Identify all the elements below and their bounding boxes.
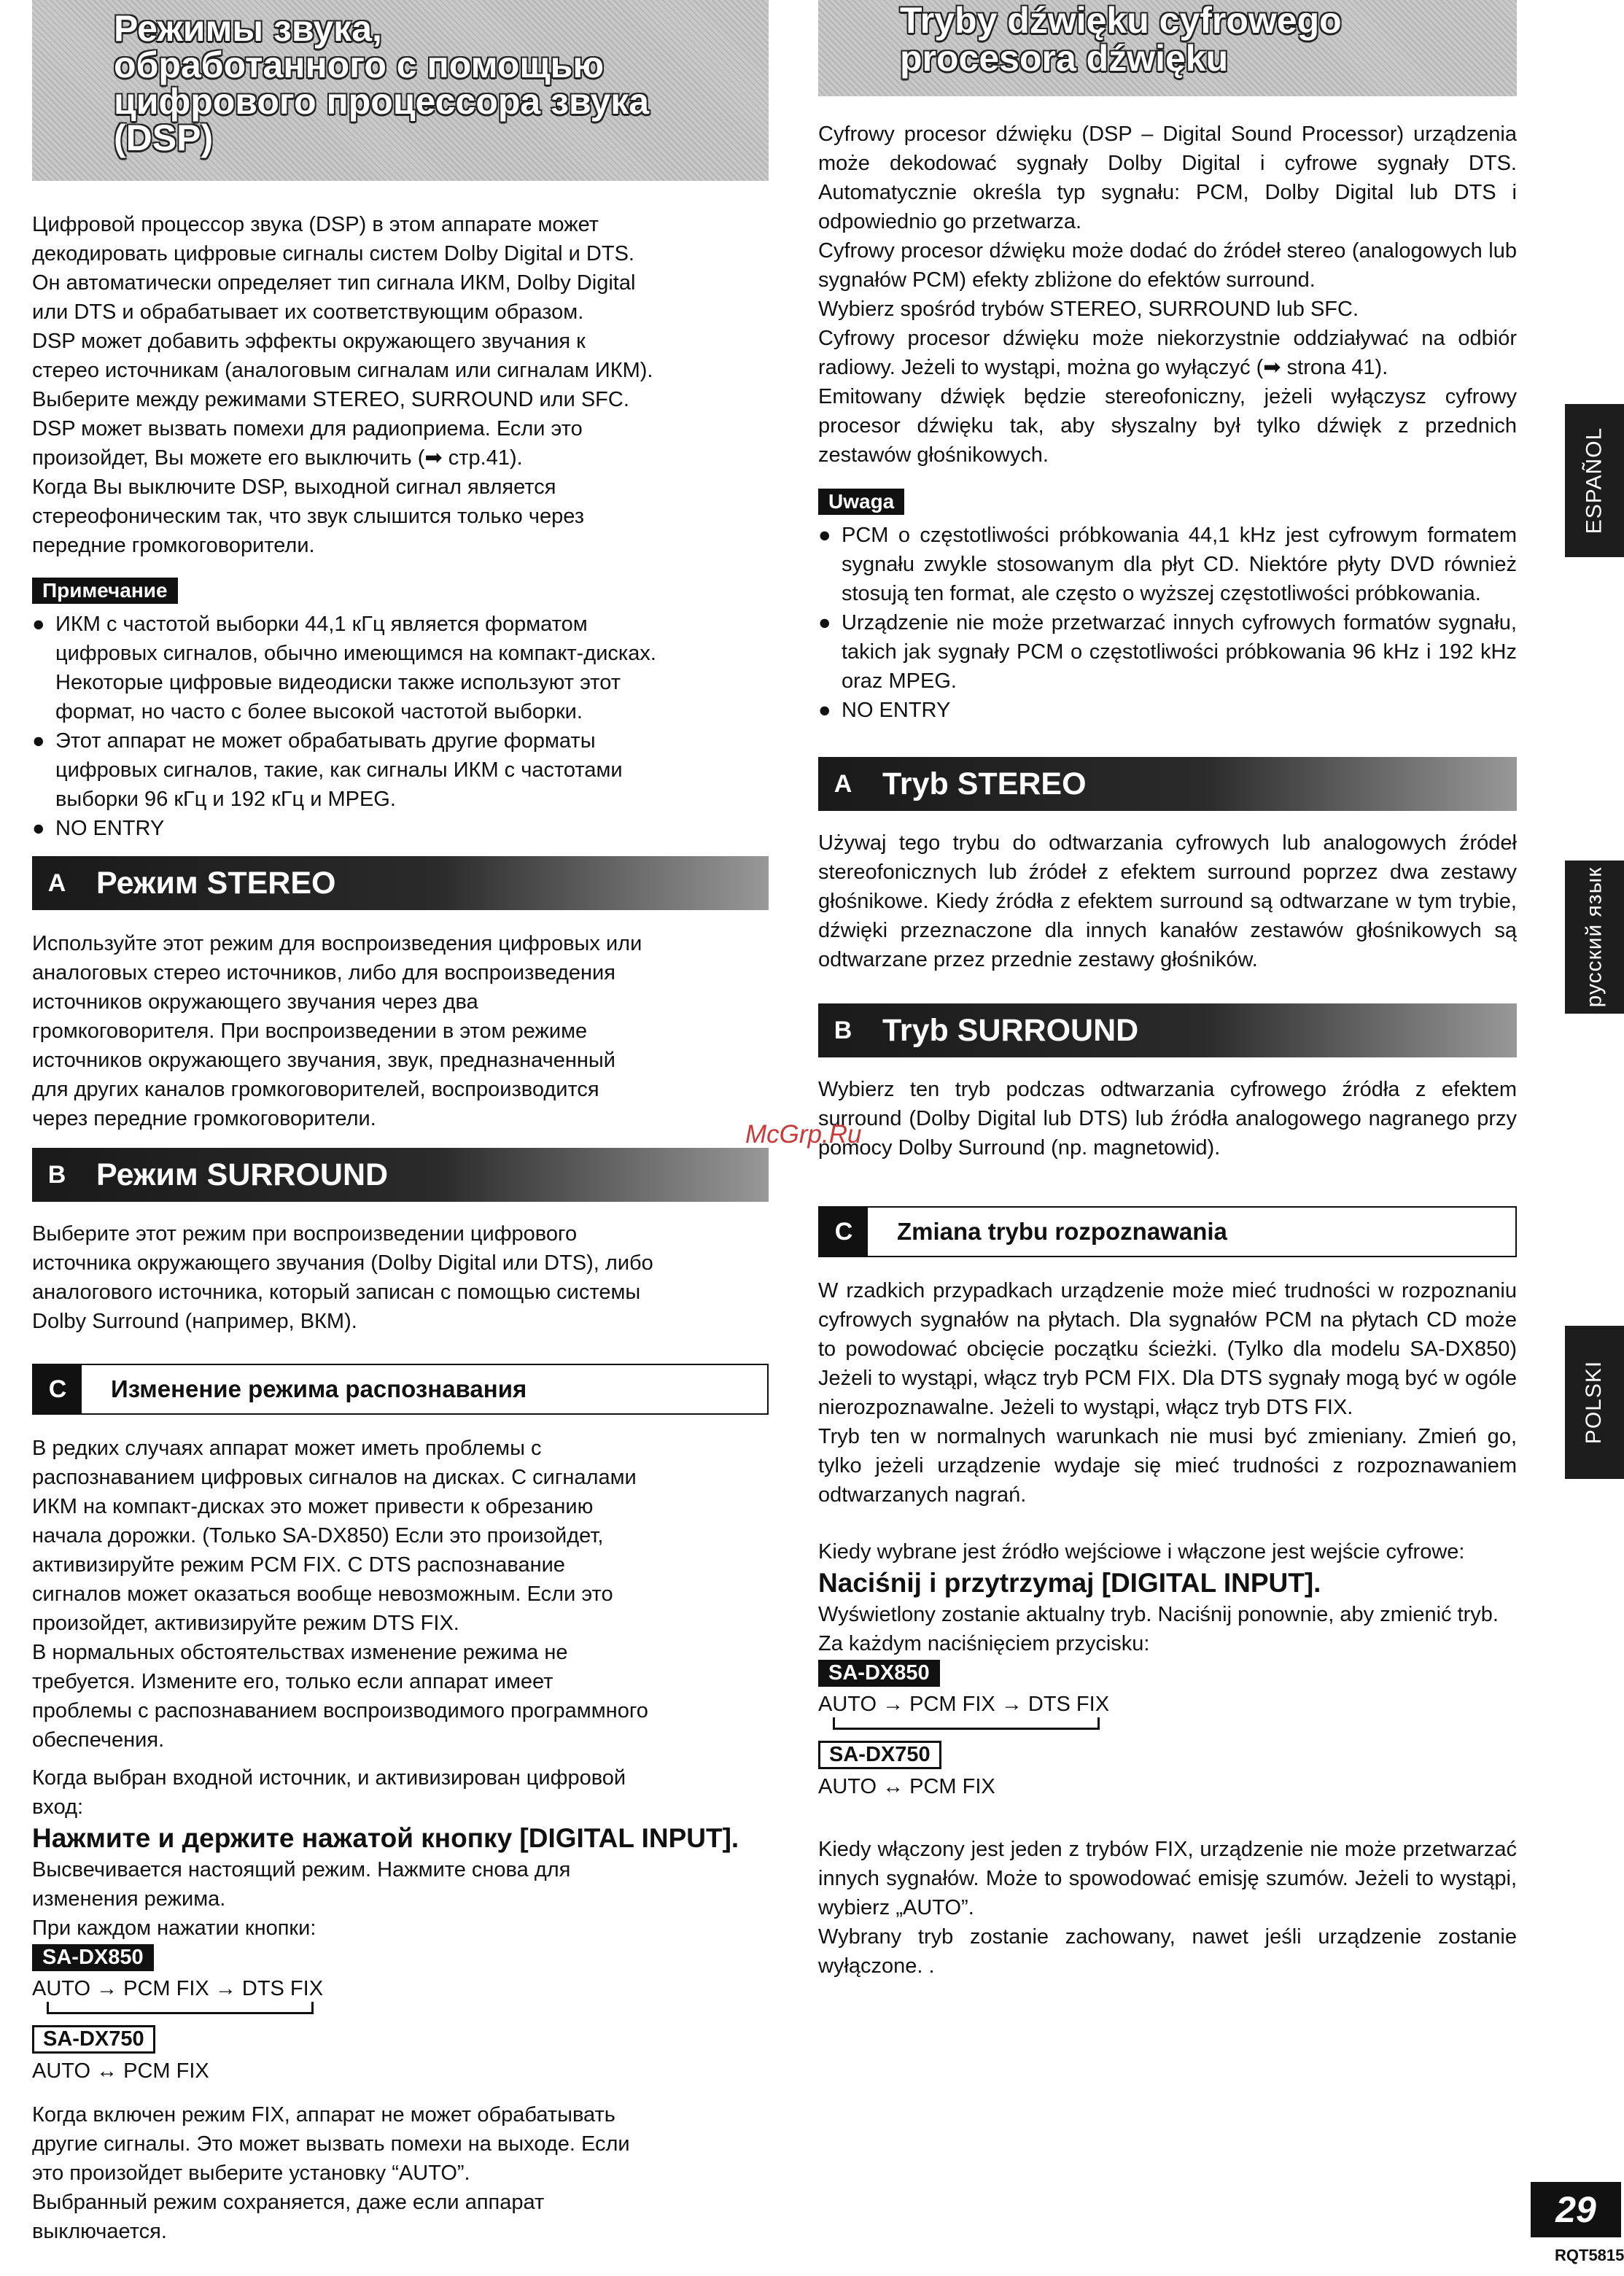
ru-model-dx850: SA-DX850 bbox=[32, 1944, 154, 1971]
list-item: ● Urządzenie nie może przetwarzać innych cyfrowych formatów sygnału, takich jak sygnały PCM o częstotliwości próbkowania 96 kHz i 192 kHz oraz MPEG. bbox=[818, 611, 1517, 693]
pl-section-c-header bbox=[818, 1206, 1517, 1257]
ru-section-b-text: Выберите этот режим при воспроизведении цифрового источника окружающего звучания (Dolby Digital или DTS), либо аналогового источника, который записан с помощью системы Dolby Surround (например, ВКМ). bbox=[32, 1222, 653, 1333]
ru-banner bbox=[32, 0, 769, 181]
pl-loop-arrow bbox=[818, 1717, 1517, 1731]
pl-section-c-text: W rzadkich przypadkach urządzenie może mieć trudności w rozpoznaniu cyfrowych sygnałów na płytach. Dla sygnałów PCM na płytach CD może to powodować obcięcie początku ścieżki. (Tylko dla modelu SA-DX850) Jeżeli to wystąpi, włącz tryb PCM FIX. Dla DTS sygnały mogą być w ogóle nierozpoznawalne. Jeżeli to wystąpi, włącz tryb DTS FIX. Tryb ten w normalnych warunkach nie musi być zmieniany. Zmień go, tylko jeżeli urządzenie wydaje się mieć trudności z rozpoznawaniem odtwarzanych nagrań. bbox=[818, 1279, 1517, 1507]
pl-section-b-text: Wybierz ten tryb podczas odtwarzania cyfrowego źródła z efektem surround (Dolby Digital lub DTS) lub źródła analogowego nagranego przy pomocy Dolby Surround (np. magnetowid). bbox=[818, 1078, 1517, 1160]
pl-fix-text: Kiedy włączony jest jeden z trybów FIX, urządzenie nie może przetwarzać innych sygnałów. Może to spowodować emisję szumów. Jeżeli to wystąpi, wybierz „AUTO”. Wybrany tryb zostanie zachowany, nawet jeśli urządzenie zostanie wyłączone. . bbox=[818, 1838, 1517, 1978]
list-item: ● NO ENTRY bbox=[32, 817, 165, 840]
tab-russian: русский язык bbox=[1565, 861, 1624, 1014]
pl-section-b-header bbox=[818, 1003, 1517, 1057]
pl-model-dx750: SA-DX750 bbox=[818, 1741, 941, 1769]
pl-intro: Cyfrowy procesor dźwięku (DSP – Digital Sound Processor) urządzenia może dekodować sygnały Dolby Digital i cyfrowe sygnały DTS. Automatycznie określa typ sygnału: PCM, Dolby Digital lub DTS i odpowiednio go przetwarza. Cyfrowy procesor dźwięku może dodać do źródeł stereo (analogowych lub sygnałów PCM) efekty zbliżone do efektów surround. Wybierz spośród trybów STEREO, SURROUND lub SFC. Cyfrowy procesor dźwięku może niekorzystnie oddziaływać na odbiór radiowy. Jeżeli to wystąpi, można go wyłączyć (➡ strona 41). Emitowany dźwięk będzie stereofoniczny, jeżeli wyłączysz cyfrowy procesor dźwięku tak, aby słyszalny był tylko dźwięk z przednich zestawów głośnikowych. bbox=[818, 123, 1517, 467]
section-title: Изменение режима распознавания bbox=[111, 1375, 527, 1402]
pl-model-dx850: SA-DX850 bbox=[818, 1660, 940, 1687]
section-letter: B bbox=[834, 1016, 852, 1044]
pl-note-label: Uwaga bbox=[818, 489, 904, 515]
ru-sequence-dx750: AUTO ↔ PCM FIX bbox=[32, 2059, 209, 2083]
ru-notes bbox=[32, 610, 769, 843]
ru-when-text: Когда выбран входной источник, и активизирован цифровой вход: bbox=[32, 1766, 626, 1819]
ru-sequence-dx850: AUTO → PCM FIX → DTS FIX bbox=[32, 1977, 324, 2000]
list-item: ● NO ENTRY bbox=[818, 699, 951, 722]
ru-section-a-text: Используйте этот режим для воспроизведения цифровых или аналоговых стерео источников, либо для воспроизведения источников окружающего звучания через два громкоговорителя. При воспроизведении в этом режиме источников окружающего звучания, звук, предназначенный для других каналов громкоговорителей, воспроизводится через передние громкоговорители. bbox=[32, 932, 642, 1130]
russian-column bbox=[32, 0, 769, 2246]
section-title: Режим STEREO bbox=[96, 865, 336, 901]
pl-section-a-text: Używaj tego trybu do odtwarzania cyfrowych lub analogowych źródeł stereofonicznych lub źródeł z efektem surround poprzez dwa zestawy głośnikowe. Kiedy źródła z efektem surround są odtwarzane w tym trybie, dźwięki przeznaczone dla innych kanałów zestawów głośnikowych są odtwarzane przez przednie zestawy głośników. bbox=[818, 831, 1517, 971]
list-item: ● PCM o częstotliwości próbkowania 44,1 kHz jest cyfrowym formatem sygnału zwykle stosowanym dla płyt CD. Niektóre płyty DVD również stosują ten format, ale często o wyższej częstotliwości próbkowania. bbox=[818, 524, 1517, 605]
list-item: ● Этот аппарат не может обрабатывать другие форматы цифровых сигналов, такие, как сигналы ИКМ с частотами выборки 96 кГц и 192 кГц и MPEG. bbox=[32, 729, 623, 811]
pl-sequence-dx850: AUTO → PCM FIX → DTS FIX bbox=[818, 1693, 1110, 1716]
section-letter: C bbox=[820, 1208, 868, 1256]
document-code: RQT5815 bbox=[1555, 2246, 1624, 2264]
ru-press-instruction: Нажмите и держите нажатой кнопку [DIGITAL INPUT]. bbox=[32, 1823, 739, 1853]
ru-section-c-header bbox=[32, 1364, 769, 1415]
pl-press-instruction: Naciśnij i przytrzymaj [DIGITAL INPUT]. bbox=[818, 1568, 1321, 1598]
section-letter: C bbox=[34, 1365, 82, 1413]
pl-sequence-dx750: AUTO ↔ PCM FIX bbox=[818, 1775, 995, 1798]
ru-section-b-header bbox=[32, 1148, 769, 1202]
section-title: Tryb SURROUND bbox=[882, 1012, 1139, 1048]
watermark: McGrp.Ru bbox=[745, 1120, 862, 1149]
section-title: Zmiana trybu rozpoznawania bbox=[897, 1218, 1227, 1245]
section-title: Режим SURROUND bbox=[96, 1157, 389, 1192]
tab-polski: POLSKI bbox=[1565, 1326, 1624, 1479]
ru-banner-title: Режимы звука, обработанного с помощью цифрового процессора звука (DSP) bbox=[114, 8, 650, 158]
pl-banner bbox=[818, 0, 1517, 96]
pl-when-text: Kiedy wybrane jest źródło wejściowe i włączone jest wejście cyfrowe: bbox=[818, 1540, 1465, 1564]
polish-column bbox=[818, 0, 1517, 1981]
ru-intro: Цифровой процессор звука (DSP) в этом аппарате может декодировать цифровые сигналы систем Dolby Digital и DTS. Он автоматически определяет тип сигнала ИКМ, Dolby Digital или DTS и обрабатывает их соответствующим образом. DSP может добавить эффекты окружающего звучания к стерео источникам (аналоговым сигналам или сигналам ИКМ). Выберите между режимами STEREO, SURROUND или SFC. DSP может вызвать помехи для радиоприема. Если это произойдет, Вы можете его выключить (➡ стр.41). Когда Вы выключите DSP, выходной сигнал является стереофоническим так, что звук слышится только через передние громкоговорители. bbox=[32, 213, 653, 557]
ru-fix-text: Когда включен режим FIX, аппарат не может обрабатывать другие сигналы. Это может вызвать помехи на выходе. Если это произойдет выберите установку “AUTO”. Выбранный режим сохраняется, даже если аппарат выключается. bbox=[32, 2103, 630, 2243]
section-letter: B bbox=[47, 1160, 66, 1189]
list-item: ● ИКМ с частотой выборки 44,1 кГц является форматом цифровых сигналов, обычно имеющимся на компакт-дисках. Некоторые цифровые видеодиски также используют этот формат, но часто с более высокой частотой выборки. bbox=[32, 613, 656, 723]
pl-notes bbox=[818, 521, 1517, 725]
ru-note-label: Примечание bbox=[32, 578, 178, 604]
ru-section-c-text: В редких случаях аппарат может иметь проблемы с распознаванием цифровых сигналов на дисках. С сигналами ИКМ на компакт-дисках это может привести к обрезанию начала дорожки. (Только SA-DX850) Если это произойдет, активизируйте режим PCM FIX. С DTS распознавание сигналов может оказаться вообще невозможным. Если это произойдет, активизируйте режим DTS FIX. В нормальных обстоятельствах изменение режима не требуется. Измените его, только если аппарат имеет проблемы с распознаванием воспроизводимого программного обеспечения. bbox=[32, 1437, 648, 1752]
section-letter: A bbox=[834, 769, 852, 798]
pl-section-a-header bbox=[818, 757, 1517, 811]
section-title: Tryb STEREO bbox=[882, 766, 1087, 801]
pl-shown-text: Wyświetlony zostanie aktualny tryb. Naciśnij ponownie, aby zmienić tryb. Za każdym naciśnięciem przycisku: bbox=[818, 1603, 1499, 1655]
ru-section-a-header bbox=[32, 856, 769, 910]
tab-espanol: ESPAÑOL bbox=[1565, 404, 1624, 557]
ru-model-dx750: SA-DX750 bbox=[32, 2025, 155, 2054]
pl-banner-title: Tryby dźwięku cyfrowego procesora dźwięku bbox=[900, 0, 1342, 79]
ru-shown-text: Высвечивается настоящий режим. Нажмите снова для изменения режима. При каждом нажатии кнопки: bbox=[32, 1858, 571, 1940]
section-letter: A bbox=[47, 869, 66, 897]
ru-loop-arrow bbox=[32, 2002, 769, 2015]
page-number: 29 bbox=[1531, 2182, 1621, 2237]
